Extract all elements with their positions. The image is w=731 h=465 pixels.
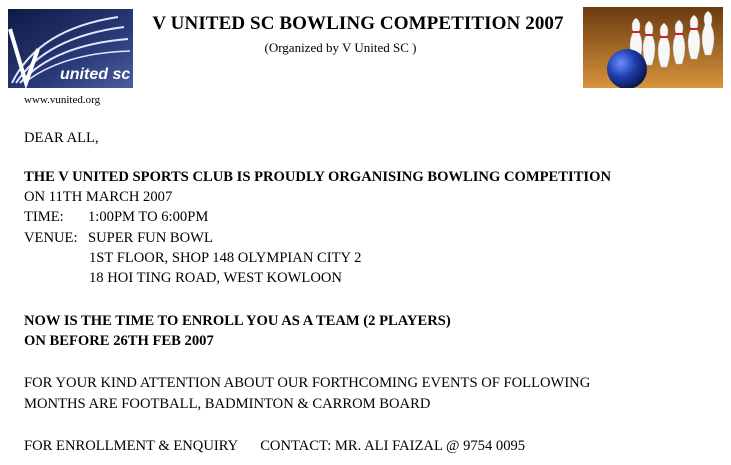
event-date: ON 11TH MARCH 2007 — [24, 189, 173, 205]
enquiry-label: FOR ENROLLMENT & ENQUIRY — [24, 438, 239, 454]
enroll-line-1: NOW IS THE TIME TO ENROLL YOU AS A TEAM (2 PLAYERS) — [24, 313, 451, 329]
time-value: 1:00PM TO 6:00PM — [88, 209, 209, 225]
contact-info: CONTACT: MR. ALI FAIZAL @ 9754 0095 — [260, 438, 526, 454]
bowling-image — [583, 7, 723, 88]
events-line-1: FOR YOUR KIND ATTENTION ABOUT OUR FORTHCOMING EVENTS OF FOLLOWING — [24, 375, 591, 391]
enroll-line-2: ON BEFORE 26TH FEB 2007 — [24, 333, 214, 349]
page-subtitle: (Organized by V United SC ) — [264, 40, 417, 55]
page-title: V UNITED SC BOWLING COMPETITION 2007 — [152, 13, 564, 34]
enquiry-line — [24, 437, 525, 455]
venue-line-3: 18 HOI TING ROAD, WEST KOWLOON — [89, 270, 342, 286]
events-line-2: MONTHS ARE FOOTBALL, BADMINTON & CARROM BOARD — [24, 396, 431, 412]
headline: THE V UNITED SPORTS CLUB IS PROUDLY ORGANISING BOWLING COMPETITION — [24, 169, 612, 185]
venue-line-2: 1ST FLOOR, SHOP 148 OLYMPIAN CITY 2 — [89, 250, 362, 266]
website-link[interactable]: www.vunited.org — [24, 94, 101, 106]
event-time — [24, 208, 208, 226]
venue-line-1: SUPER FUN BOWL — [88, 230, 213, 246]
venue-label: VENUE: — [24, 230, 78, 246]
event-venue — [24, 229, 213, 247]
greeting: DEAR ALL, — [24, 130, 99, 146]
club-logo — [8, 9, 133, 88]
time-label: TIME: — [24, 209, 64, 225]
logo-text: united sc — [60, 66, 131, 83]
